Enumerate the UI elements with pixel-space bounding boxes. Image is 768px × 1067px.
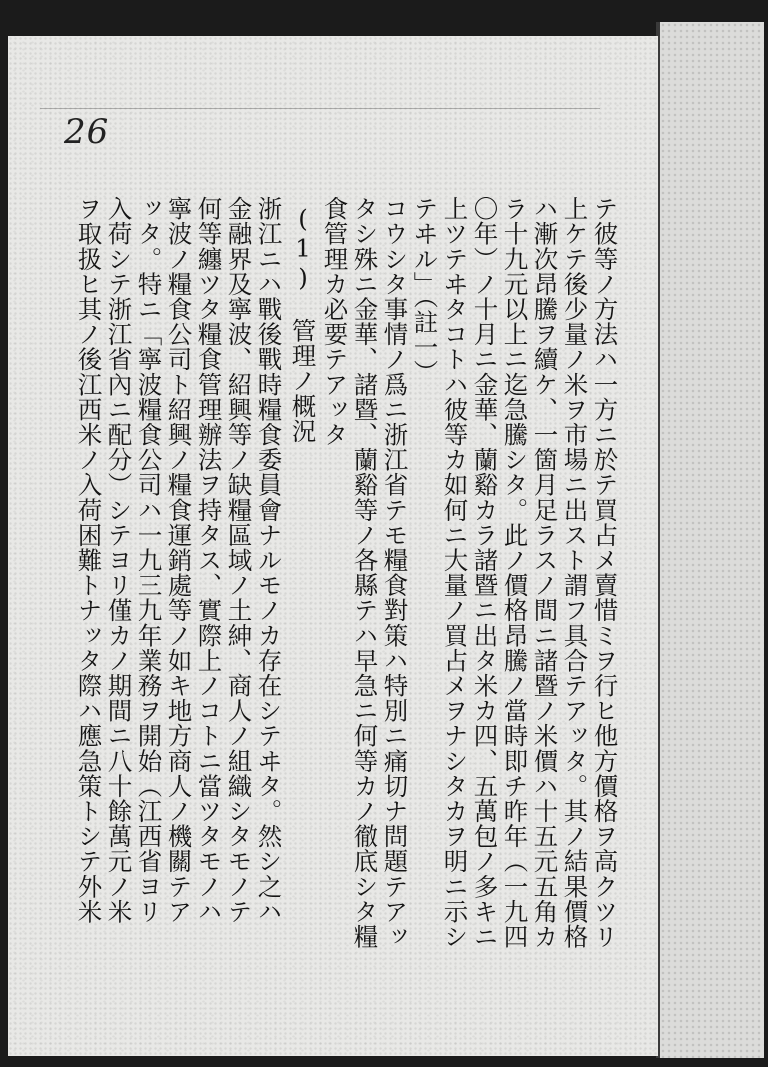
text-column: 上ケテ後少量ノ米ヲ市場ニ出スト謂フ具合テアッタ。其ノ結果價格: [560, 196, 590, 949]
text-column: タシ殊ニ金華、諸暨、蘭谿等ノ各縣テハ早急ニ何等カノ徹底シタ糧: [350, 196, 380, 949]
text-column: 食管理カ必要テアッタ: [320, 196, 350, 447]
text-column: コウシタ事情ノ爲ニ浙江省テモ糧食對策ハ特別ニ痛切ナ問題テアッ: [380, 196, 410, 949]
text-column: 金融界及寧波、紹興等ノ缺糧區域ノ土紳、商人ノ組織シタモノテ: [224, 196, 254, 924]
text-column: テ彼等ノ方法ハ一方ニ於テ買占メ賣惜ミヲ行ヒ他方價格ヲ高クツリ: [590, 196, 620, 949]
text-column: 寧波ノ糧食公司ト紹興ノ糧食運銷處等ノ如キ地方商人ノ機關テア: [164, 196, 194, 924]
header-rule: [40, 108, 600, 109]
text-column: ラ十九元以上ニ迄急騰シタ。此ノ價格昂騰ノ當時即チ昨年（一九四: [500, 196, 530, 949]
text-column: テヰル」（註一）: [410, 196, 440, 385]
text-column: 入荷シテ浙江省內ニ配分）シテヨリ僅カノ期間ニ八十餘萬元ノ米: [104, 196, 134, 924]
page-number: 26: [64, 112, 110, 152]
text-column: 上ツテヰタコトハ彼等カ如何ニ大量ノ買占メヲナシタカヲ明ニ示シ: [440, 196, 470, 949]
text-column: 浙江ニハ戰後戰時糧食委員會ナルモノカ存在シテヰタ。然シ之ハ: [254, 196, 284, 924]
text-column: 〇年）ノ十月ニ金華、蘭谿カラ諸暨ニ出タ米カ四、五萬包ノ多キニ: [470, 196, 500, 949]
text-column: ハ漸次昂騰ヲ續ケ、一箇月足ラスノ間ニ諸暨ノ米價ハ十五元五角カ: [530, 196, 560, 949]
adjacent-page-edge: [656, 22, 764, 1058]
section-heading: (1) 管理ノ概況: [288, 204, 318, 444]
text-column: ヲ取扱ヒ其ノ後江西米ノ入荷困難トナッタ際ハ應急策トシテ外米: [74, 196, 104, 924]
text-column: 何等纏ツタ糧食管理辦法ヲ持タス、實際上ノコトニ當ツタモノハ: [194, 196, 224, 924]
text-column: ッタ。特ニ「寧波糧食公司ハ一九三九年業務ヲ開始（江西省ヨリ: [134, 196, 164, 924]
